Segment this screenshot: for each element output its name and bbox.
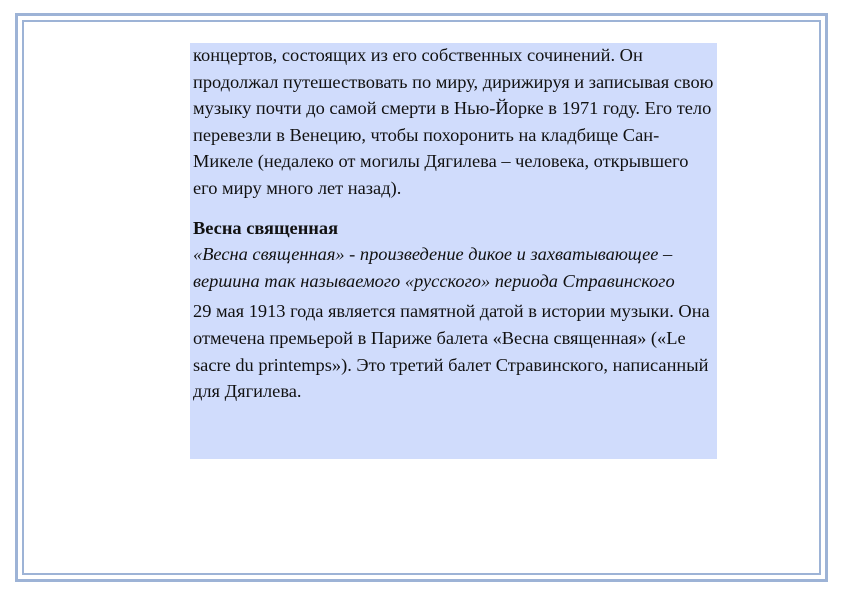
italic-quote: «Весна священная» - произведение дикое и захватывающее – вершина так называемого «русского» периода Стравинского <box>193 244 675 291</box>
biography-paragraph: концертов, состоящих из его собственных сочинений. Он продолжал путешествовать по миру, дирижируя и записывая свою музыку почти до самой смерти в Нью-Йорке в 1971 году. Его тело перевезли в Венецию, чтобы похоронить на кладбище Сан-Микеле (недалеко от могилы Дягилева – человека, открывшего его миру много лет назад). <box>193 45 714 198</box>
section-heading: Весна священная <box>193 217 339 238</box>
text-content-block <box>190 43 717 459</box>
premiere-paragraph: 29 мая 1913 года является памятной датой в истории музыки. Она отмечена премьерой в Париже балета «Весна священная» («Le sacre du printemps»). Это третий балет Стравинского, написанный для Дягилева. <box>193 301 710 402</box>
